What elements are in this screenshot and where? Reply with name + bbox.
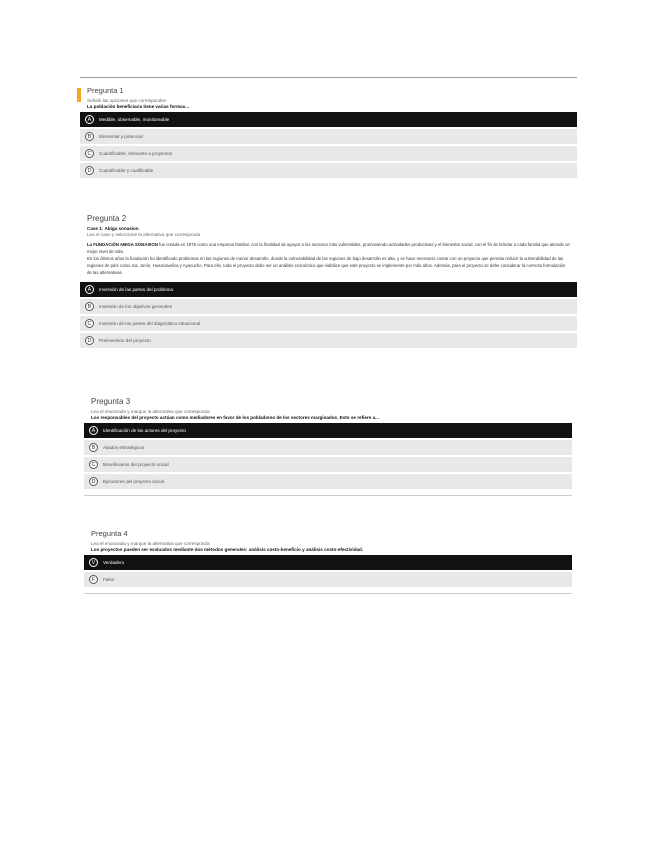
option-label: Ejecutores del proyecto social: [103, 479, 165, 484]
question-card-4: [84, 525, 572, 594]
option-letter-icon: F: [89, 575, 98, 584]
question-title: Pregunta 1: [87, 86, 124, 95]
option-b[interactable]: [84, 440, 572, 455]
option-letter-icon: A: [85, 115, 94, 124]
question-instruction: Lea el enunciado y marque la alternativa que corresponda: [91, 541, 210, 546]
case-title: Case 1: Abiga sonasion: [87, 226, 139, 231]
option-label: Aliados estratégicos: [103, 445, 145, 450]
question-title: Pregunta 4: [91, 529, 128, 538]
option-a[interactable]: [84, 423, 572, 438]
option-label: Inversión de las partes del diagnóstico situacional: [99, 321, 201, 326]
option-label: Falso: [103, 577, 115, 582]
option-label: Cuantificable, relevante a proyectos: [99, 151, 173, 156]
option-label: Elemental y potencial: [99, 134, 143, 139]
question-prompt: Los responsables del proyecto actúan como mediadores en favor de los pobladores de los sectores marginados. Esto se refiere a...: [91, 415, 379, 420]
option-label: Inversión de los objetivos generales: [99, 304, 173, 309]
divider: [84, 593, 572, 594]
divider: [84, 495, 572, 496]
option-d[interactable]: [80, 163, 577, 178]
option-label: Identificación de los actores del proyecto: [103, 428, 186, 433]
option-label: Beneficiarios del proyecto social: [103, 462, 169, 467]
option-false[interactable]: [84, 572, 572, 587]
question-instruction: Señale las opciones que corresponden: [87, 98, 167, 103]
question-prompt: La población beneficiaria tiene varias formas...: [87, 104, 190, 109]
option-letter-icon: A: [89, 426, 98, 435]
option-label: Verdadero: [103, 560, 125, 565]
option-letter-icon: D: [89, 477, 98, 486]
option-a[interactable]: [80, 112, 577, 127]
option-letter-icon: B: [85, 302, 94, 311]
option-letter-icon: B: [89, 443, 98, 452]
option-b[interactable]: [80, 129, 577, 144]
question-card-2: [80, 210, 577, 350]
option-d[interactable]: [80, 333, 577, 348]
option-a[interactable]: [80, 282, 577, 297]
option-true[interactable]: [84, 555, 572, 570]
case-text: [87, 241, 570, 276]
option-letter-icon: C: [85, 149, 94, 158]
option-letter-icon: C: [85, 319, 94, 328]
case-text-lead: La FUNDACIÓN ABIGA SONASION: [87, 242, 158, 247]
option-label: Medible, observable, monitoreable: [99, 117, 170, 122]
option-letter-icon: V: [89, 558, 98, 567]
case-text-body: fue creada en 1976 como una empresa familiar, con la finalidad de apoyar a los sectores más vulnerables, promoviendo actividades productivas y el bienestar social, con el fin de brindar a cada familia que atiende un mejor nivel de vida.: [87, 242, 570, 254]
question-title: Pregunta 3: [91, 397, 131, 406]
option-letter-icon: B: [85, 132, 94, 141]
option-d[interactable]: [84, 474, 572, 489]
option-letter-icon: A: [85, 285, 94, 294]
case-instruction: Lea el caso y seleccione la alternativa que corresponda: [87, 232, 201, 237]
option-label: Cuantificable y cualificable: [99, 168, 154, 173]
option-letter-icon: D: [85, 336, 94, 345]
question-card-1: [80, 77, 577, 180]
question-title: Pregunta 2: [87, 214, 127, 223]
option-letter-icon: C: [89, 460, 98, 469]
question-card-3: [84, 393, 572, 496]
question-prompt: Los proyectos pueden ser evaluados mediante dos métodos generales: análisis costo-beneficio y análisis costo-efectividad.: [91, 547, 364, 552]
option-letter-icon: D: [85, 166, 94, 175]
question-instruction: Lea el enunciado y marque la alternativa que corresponda: [91, 409, 210, 414]
option-c[interactable]: [80, 146, 577, 161]
question-flag-icon[interactable]: [77, 88, 81, 102]
option-c[interactable]: [80, 316, 577, 331]
option-b[interactable]: [80, 299, 577, 314]
option-label: Inversión de las partes del problema: [99, 287, 174, 292]
case-text-body-2: En los últimos años la fundación ha identificado problemas en las regiones de menor desarrollo, donde la vulnerabilidad de las regiones de bajo desarrollo es alta, y se hace necesario contar con un proyecto que permita reducir la vulnerabilidad de las regiones de país como Ica, Junín, Huancavelica y Ayacucho. Para ello, toda el proyecto debe ser un análisis económico que viabilice que este proyecto se implemente por más años. Además, para el proyecto se debe considerar la correcta formulación de las alternativas.: [87, 256, 566, 275]
option-c[interactable]: [84, 457, 572, 472]
option-label: Preinversión del proyecto: [99, 338, 151, 343]
